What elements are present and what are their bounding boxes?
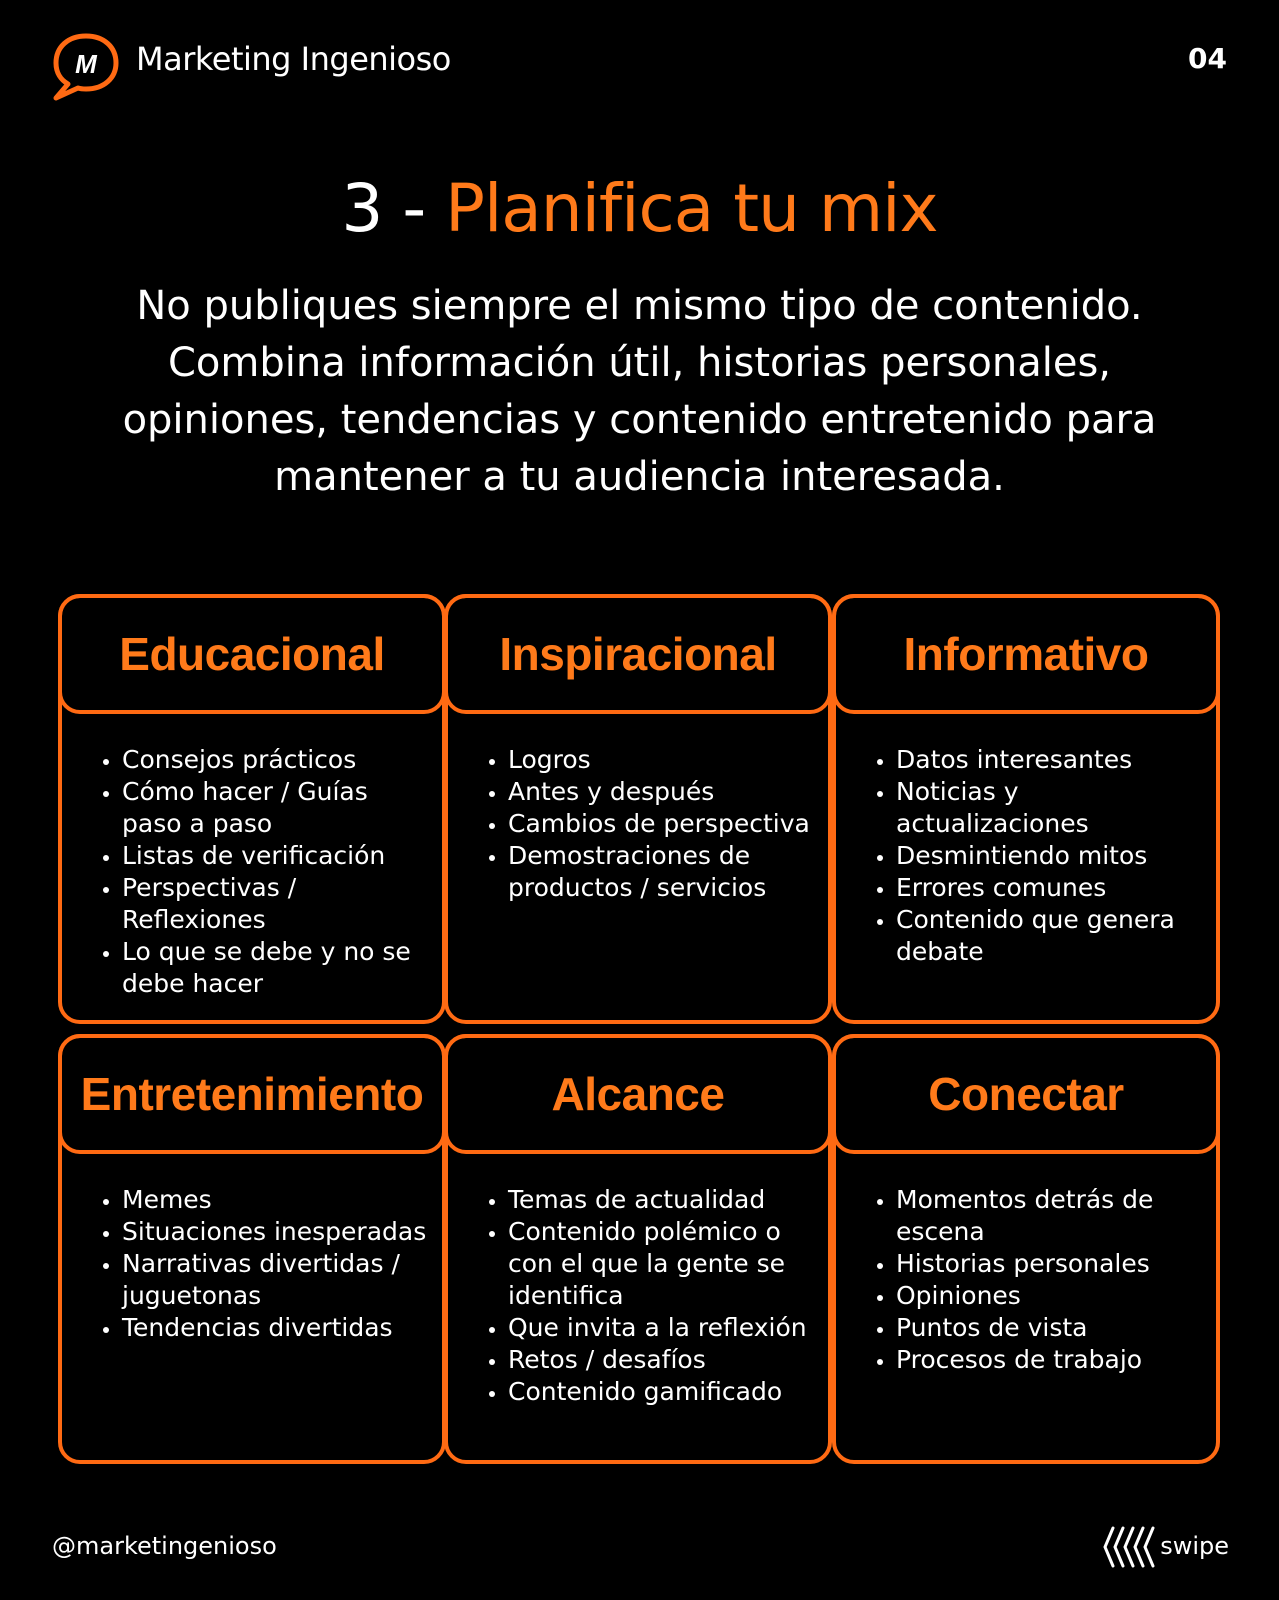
card-list: [478, 744, 814, 904]
card-entretenimiento: [58, 1034, 446, 1464]
card-list: [866, 1184, 1202, 1376]
card-list: [478, 1184, 814, 1408]
list-item: • Historias personales: [896, 1248, 1202, 1280]
card-header: [444, 1034, 832, 1154]
swipe-arrows-icon[interactable]: [1099, 1524, 1159, 1570]
list-item: • Desmintiendo mitos: [896, 840, 1202, 872]
title-text: Planifica tu mix: [445, 170, 938, 247]
list-item: • Consejos prácticos: [122, 744, 428, 776]
list-item: • Contenido gamificado: [508, 1376, 814, 1408]
intro-paragraph: No publiques siempre el mismo tipo de contenido. Combina información útil, historias personales, opiniones, tendencias y contenido entretenido para mantener a tu audiencia interesada.: [122, 283, 1157, 500]
list-item: • Errores comunes: [896, 872, 1202, 904]
list-item: • Opiniones: [896, 1280, 1202, 1312]
list-item: • Procesos de trabajo: [896, 1344, 1202, 1376]
list-item: • Retos / desafíos: [508, 1344, 814, 1376]
list-item: • Perspectivas / Reflexiones: [122, 872, 428, 936]
card-header: [832, 1034, 1220, 1154]
list-item: • Noticias y actualizaciones: [896, 776, 1202, 840]
card-title: Informativo: [903, 628, 1149, 680]
header: [50, 30, 1227, 102]
card-alcance: [444, 1034, 832, 1464]
list-item: • Antes y después: [508, 776, 814, 808]
swipe-label[interactable]: swipe: [1160, 1532, 1229, 1560]
list-item: • Que invita a la reflexión: [508, 1312, 814, 1344]
title-number: 3 -: [341, 170, 446, 247]
list-item: • Situaciones inesperadas: [122, 1216, 428, 1248]
list-item: • Listas de verificación: [122, 840, 428, 872]
card-header: [832, 594, 1220, 714]
card-informativo: [832, 594, 1220, 1024]
list-item: • Logros: [508, 744, 814, 776]
card-title: Inspiracional: [499, 628, 777, 680]
card-title: Educacional: [119, 628, 385, 680]
list-item: • Demostraciones de productos / servicios: [508, 840, 814, 904]
list-item: • Datos interesantes: [896, 744, 1202, 776]
list-item: • Cómo hacer / Guías paso a paso: [122, 776, 428, 840]
speech-bubble-m-logo-icon: [50, 30, 124, 104]
list-item: • Narrativas divertidas / juguetonas: [122, 1248, 428, 1312]
card-list: [92, 744, 428, 1000]
card-header: [58, 594, 446, 714]
card-educacional: [58, 594, 446, 1024]
page-title: [0, 170, 1279, 247]
card-title: Conectar: [928, 1068, 1124, 1120]
card-inspiracional: [444, 594, 832, 1024]
list-item: • Contenido que genera debate: [896, 904, 1202, 968]
list-item: • Puntos de vista: [896, 1312, 1202, 1344]
list-item: • Lo que se debe y no se debe hacer: [122, 936, 428, 1000]
card-title: Alcance: [551, 1068, 725, 1120]
card-header: [58, 1034, 446, 1154]
card-list: [92, 1184, 428, 1344]
list-item: • Momentos detrás de escena: [896, 1184, 1202, 1248]
content-mix-grid: [58, 594, 1228, 1466]
card-header: [444, 594, 832, 714]
svg-text:M: M: [75, 49, 97, 79]
list-item: • Memes: [122, 1184, 428, 1216]
social-handle: @marketingenioso: [52, 1532, 277, 1560]
list-item: • Tendencias divertidas: [122, 1312, 428, 1344]
card-list: [866, 744, 1202, 968]
brand-name: Marketing Ingenioso: [136, 40, 451, 78]
list-item: • Cambios de perspectiva: [508, 808, 814, 840]
card-conectar: [832, 1034, 1220, 1464]
list-item: • Temas de actualidad: [508, 1184, 814, 1216]
page-number: 04: [1188, 42, 1227, 75]
list-item: • Contenido polémico o con el que la gente se identifica: [508, 1216, 814, 1312]
card-title: Entretenimiento: [80, 1068, 424, 1120]
